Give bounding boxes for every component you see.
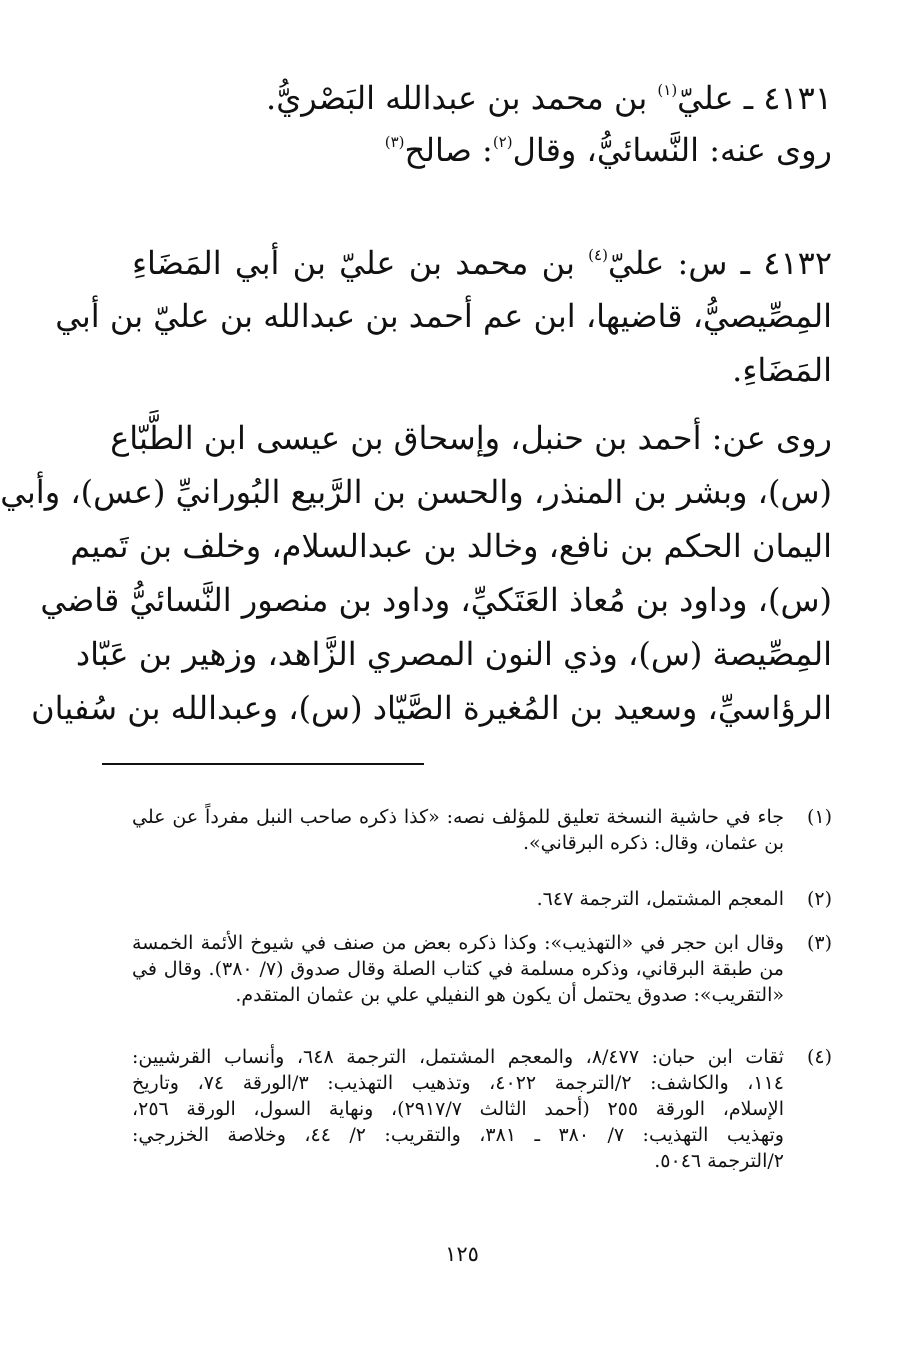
- entry-4132-line: المِصِّيصيُّ، قاضيها، ابن عم أحمد بن عبدالله بن عليّ بن أبي: [55, 297, 832, 335]
- footnote-number: (٣): [806, 932, 832, 954]
- footnote-number: (٢): [806, 888, 832, 910]
- entry-4132-heading: ٤١٣٢ ـ س: عليّ$^{(٤)}$ بن محمد بن عليّ بن أبي المَضَاءِ: [132, 244, 833, 282]
- narrated-from-line: (س)، وداود بن مُعاذ العَتَكيِّ، وداود بن منصور النَّسائيُّ قاضي: [40, 581, 832, 619]
- footnote-line: الإسلام، الورقة ٢٥٥ (أحمد الثالث ٢٩١٧/٧)، ونهاية السول، الورقة ٢٥٦،: [132, 1098, 784, 1120]
- page-number: ١٢٥: [445, 1242, 479, 1266]
- footnote-line: ١١٤، والكاشف: ٢/الترجمة ٤٠٢٢، وتذهيب التهذيب: ٣/الورقة ٧٤، وتاريخ: [132, 1072, 784, 1094]
- footnote-3: [132, 930, 832, 1008]
- footnote-line: ثقات ابن حبان: ٨/٤٧٧، والمعجم المشتمل، الترجمة ٦٤٨، وأنساب القرشيين:: [132, 1046, 784, 1068]
- narrated-from-line: الرؤاسيِّ، وسعيد بن المُغيرة الصَّيّاد (س)، وعبدالله بن سُفيان: [31, 689, 832, 727]
- footnote-line: «التقريب»: صدوق يحتمل أن يكون هو النفيلي علي بن عثمان المتقدم.: [235, 984, 784, 1006]
- narrated-from-line: (س)، وبشر بن المنذر، والحسن بن الرَّبيع البُورانيِّ (عس)، وأبي: [0, 473, 832, 511]
- footnote-4: [132, 1044, 832, 1174]
- footnote-2: [132, 886, 832, 912]
- entry-4131-heading: ٤١٣١ ـ عليّ$^{(١)}$ بن محمد بن عبدالله البَصْريُّ.: [266, 79, 832, 117]
- narrated-from-line: روى عن: أحمد بن حنبل، وإسحاق بن عيسى ابن الطَّبّاع: [110, 419, 832, 457]
- footnote-line: وتهذيب التهذيب: ٧/ ٣٨٠ ـ ٣٨١، والتقريب: ٢/ ٤٤، وخلاصة الخزرجي:: [132, 1124, 784, 1146]
- footnote-1: [132, 804, 832, 856]
- footnote-number: (٤): [806, 1046, 832, 1068]
- footnote-divider: [102, 763, 424, 765]
- footnote-number: (١): [806, 806, 832, 828]
- footnote-marker: (٤): [588, 246, 608, 264]
- narrated-from-line: المِصِّيصة (س)، وذي النون المصري الزَّاهد، وزهير بن عَبّاد: [75, 635, 832, 673]
- footnote-marker: (١): [657, 81, 678, 99]
- footnote-line: ٢/الترجمة ٥٠٤٦.: [654, 1150, 784, 1172]
- footnote-line: من طبقة البرقاني، وذكره مسلمة في كتاب الصلة وقال صدوق (٧/ ٣٨٠). وقال في: [132, 958, 784, 980]
- footnote-marker: (٢): [492, 133, 513, 151]
- footnote-line: بن عثمان، وقال: ذكره البرقاني».: [523, 832, 784, 854]
- entry-4131-narrators: روى عنه: النَّسائيُّ، وقال$^{(٢)}$: صالح$^{(٣)}$: [384, 131, 832, 169]
- footnote-line: وقال ابن حجر في «التهذيب»: وكذا ذكره بعض من صنف في شيوخ الأئمة الخمسة: [132, 932, 784, 954]
- footnote-line: المعجم المشتمل، الترجمة ٦٤٧.: [536, 888, 784, 910]
- narrated-from-line: اليمان الحكم بن نافع، وخالد بن عبدالسلام، وخلف بن تَميم: [70, 527, 832, 565]
- footnote-line: جاء في حاشية النسخة تعليق للمؤلف نصه: «كذا ذكره صاحب النبل مفرداً عن علي: [132, 806, 784, 828]
- footnote-marker: (٣): [384, 133, 405, 151]
- entry-4132-line: المَضَاءِ.: [732, 351, 832, 389]
